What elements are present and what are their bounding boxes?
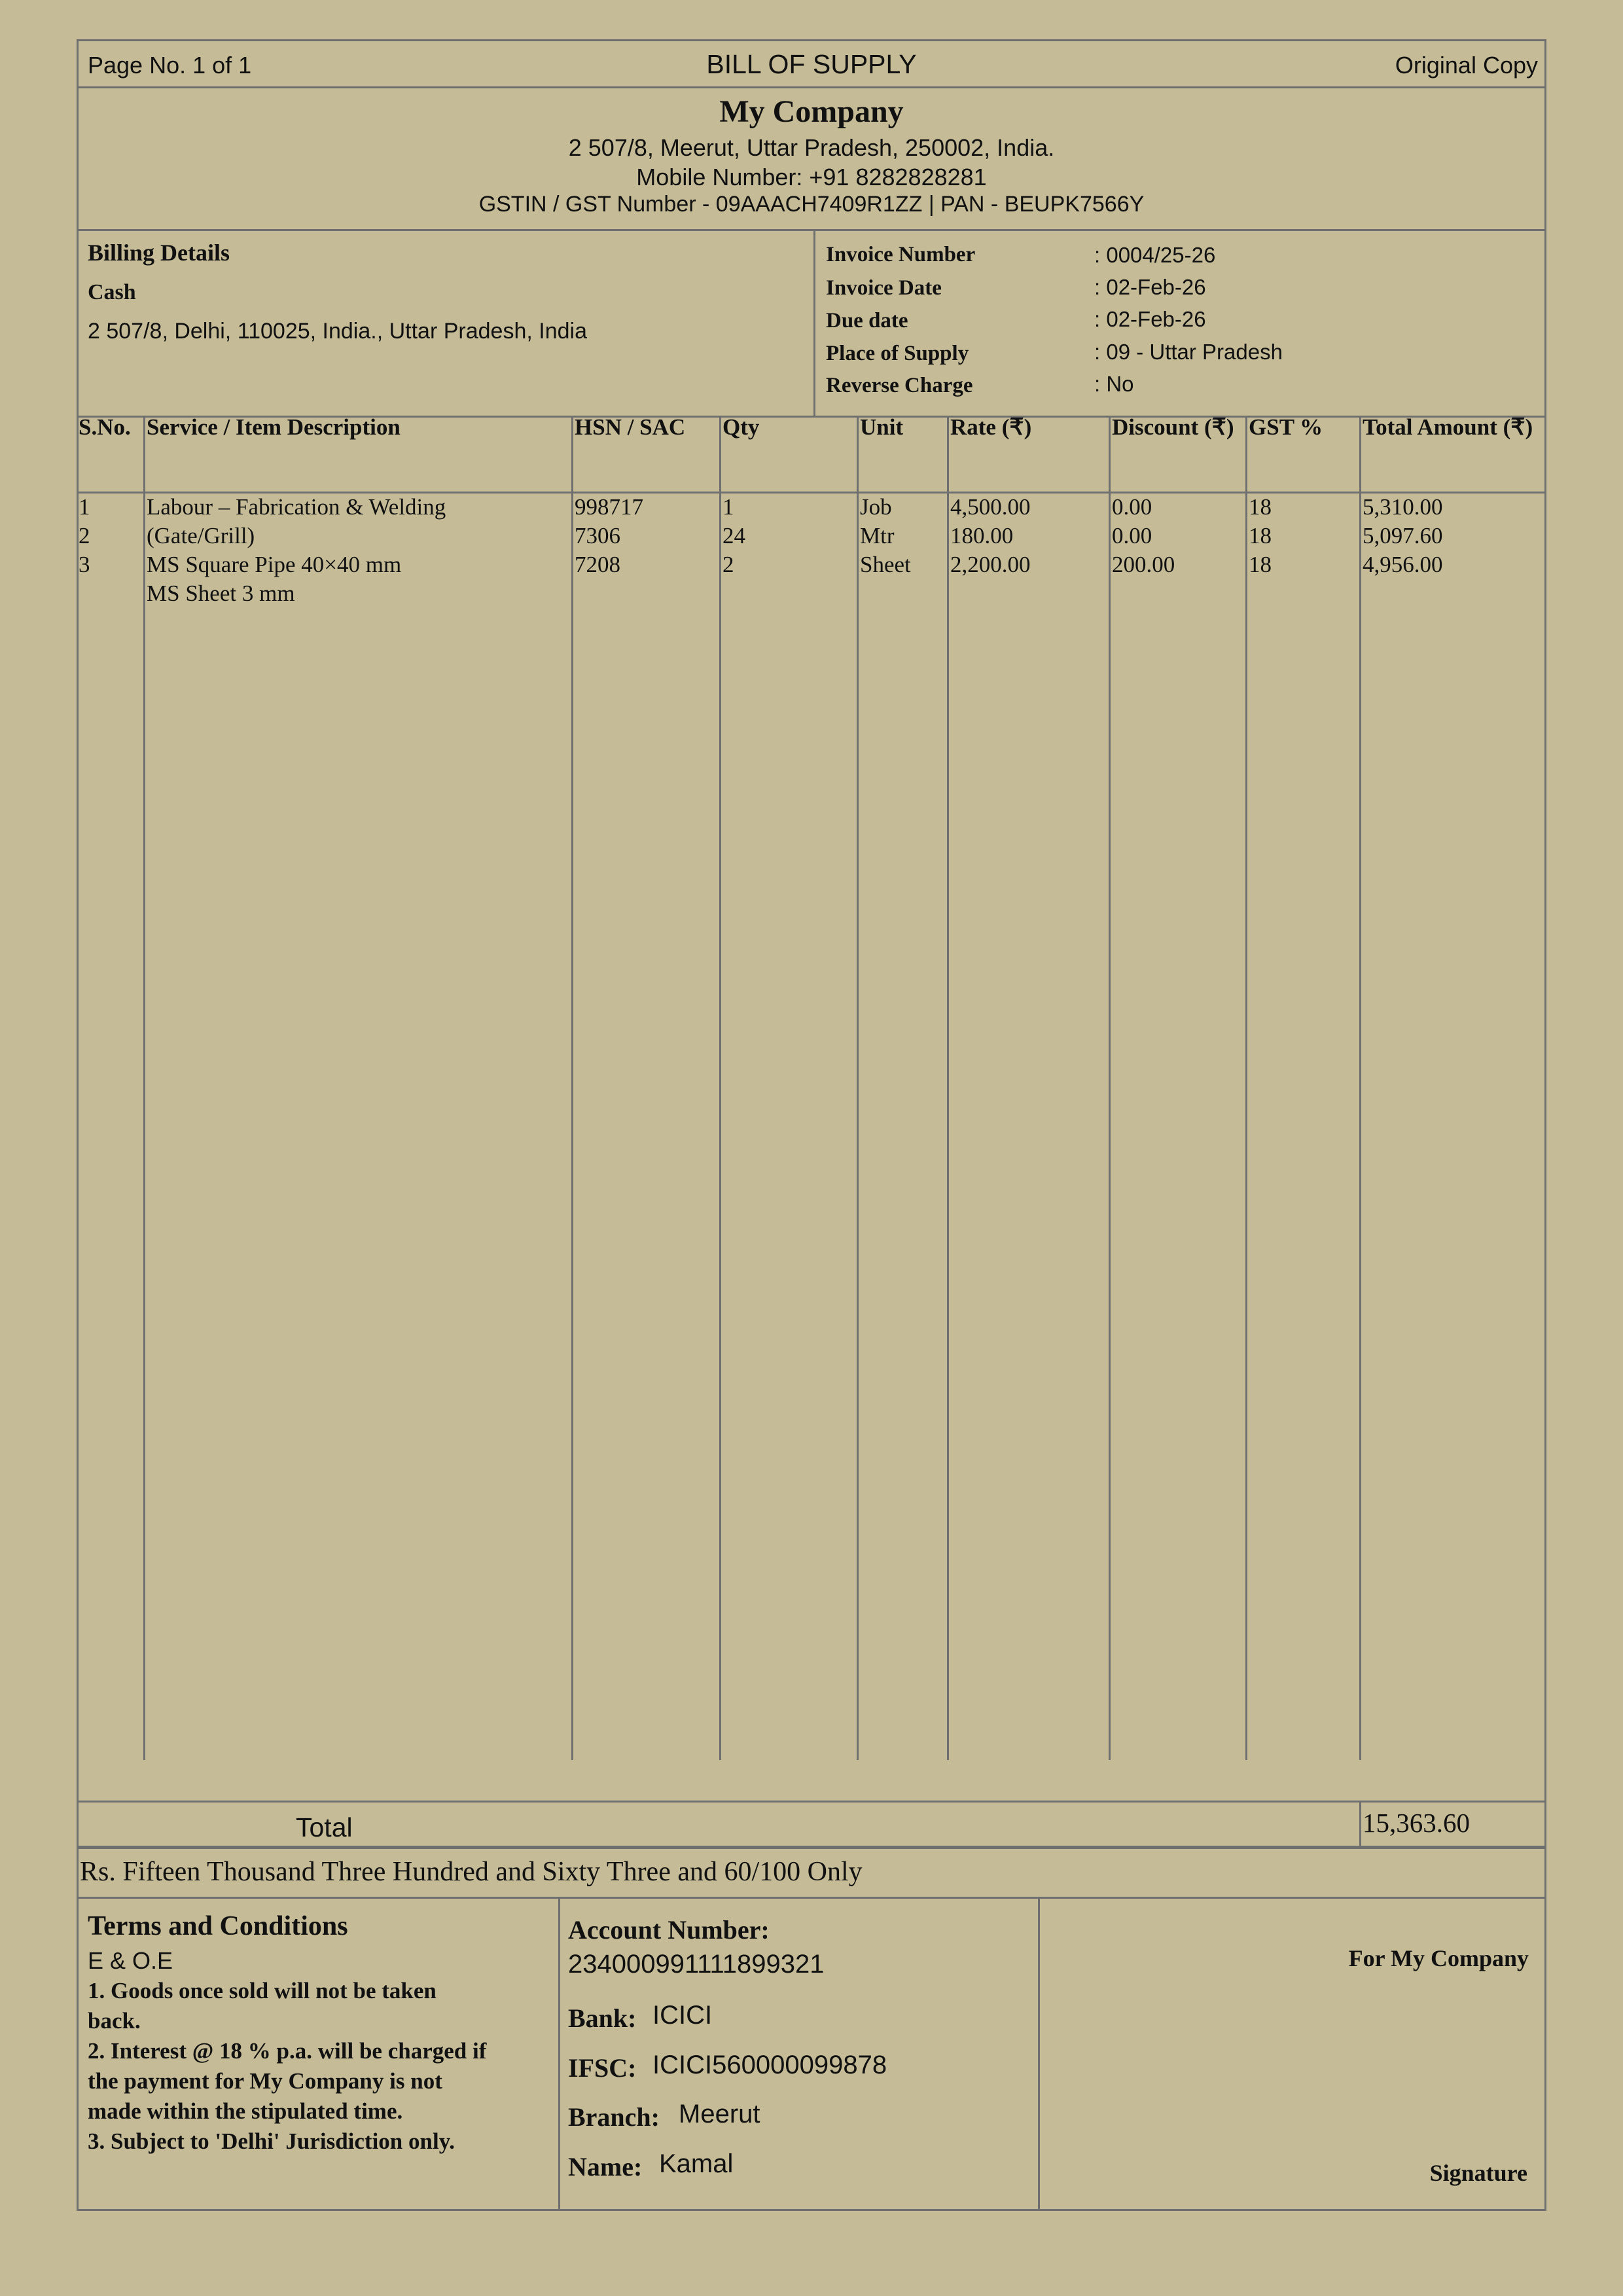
column-header-gst: GST %: [1249, 414, 1323, 440]
terms-line: 1. Goods once sold will not be taken: [88, 1978, 437, 2003]
column-divider: [143, 416, 145, 1760]
column-header-unit: Unit: [860, 414, 904, 440]
divider: [79, 1897, 1544, 1899]
due-date-label: Due date: [826, 309, 908, 332]
bank-label: Bank:: [568, 2003, 637, 2033]
column-header-discount: Discount (₹): [1112, 414, 1234, 440]
column-divider: [857, 416, 859, 1760]
row-total: 4,956.00: [1363, 552, 1443, 577]
row-hsn: 7306: [575, 523, 620, 548]
row-rate: 2,200.00: [950, 552, 1031, 577]
due-date-value: : 02-Feb-26: [1094, 307, 1206, 331]
row-discount: 0.00: [1112, 494, 1152, 520]
divider: [79, 229, 1544, 231]
row-description: MS Sheet 3 mm: [147, 581, 295, 606]
copy-label: Original Copy: [1395, 52, 1538, 79]
column-header-hsn: HSN / SAC: [575, 414, 686, 440]
divider: [79, 1846, 1544, 1849]
invoice-date-value: : 02-Feb-26: [1094, 275, 1206, 299]
branch-value: Meerut: [679, 2100, 760, 2128]
row-gst: 18: [1249, 552, 1272, 577]
row-description: Labour – Fabrication & Welding: [147, 494, 446, 520]
column-header-sno: S.No.: [79, 414, 131, 440]
column-divider: [1359, 416, 1361, 1760]
row-discount: 0.00: [1112, 523, 1152, 548]
column-header-total: Total Amount (₹): [1363, 414, 1533, 440]
divider: [79, 86, 1544, 88]
column-divider: [947, 416, 949, 1760]
ifsc-label: IFSC:: [568, 2053, 637, 2083]
total-amount: 15,363.60: [1363, 1808, 1470, 1838]
company-name: My Company: [719, 94, 904, 129]
row-sno: 2: [79, 523, 90, 548]
divider: [1359, 1801, 1361, 1846]
row-unit: Job: [860, 494, 892, 520]
invoice-number-value: : 0004/25-26: [1094, 243, 1216, 267]
billing-name: Cash: [88, 280, 136, 304]
row-description: (Gate/Grill): [147, 523, 255, 548]
branch-label: Branch:: [568, 2102, 660, 2132]
row-rate: 4,500.00: [950, 494, 1031, 520]
row-total: 5,097.60: [1363, 523, 1443, 548]
company-gst-pan: GSTIN / GST Number - 09AAACH7409R1ZZ | PAN - BEUPK7566Y: [478, 192, 1145, 217]
billing-address: 2 507/8, Delhi, 110025, India., Uttar Pradesh, India: [88, 319, 587, 344]
page-number: Page No. 1 of 1: [88, 52, 252, 79]
terms-line: 3. Subject to 'Delhi' Jurisdiction only.: [88, 2128, 455, 2154]
name-value: Kamal: [659, 2149, 734, 2178]
row-qty: 24: [722, 523, 745, 548]
place-of-supply-value: : 09 - Uttar Pradesh: [1094, 340, 1283, 364]
row-qty: 2: [722, 552, 734, 577]
row-gst: 18: [1249, 523, 1272, 548]
row-sno: 3: [79, 552, 90, 577]
name-label: Name:: [568, 2152, 643, 2181]
row-unit: Mtr: [860, 523, 895, 548]
divider: [558, 1897, 560, 2210]
column-header-qty: Qty: [722, 414, 760, 440]
total-label: Total: [296, 1812, 353, 1842]
terms-heading: Terms and Conditions: [88, 1911, 348, 1941]
terms-line: the payment for My Company is not: [88, 2068, 442, 2094]
company-mobile: Mobile Number: +91 8282828281: [636, 164, 987, 190]
divider: [1038, 1897, 1040, 2210]
row-discount: 200.00: [1112, 552, 1175, 577]
column-divider: [571, 416, 573, 1760]
billing-heading: Billing Details: [88, 240, 230, 266]
row-total: 5,310.00: [1363, 494, 1443, 520]
invoice-date-label: Invoice Date: [826, 276, 942, 300]
terms-line: made within the stipulated time.: [88, 2098, 403, 2124]
reverse-charge-label: Reverse Charge: [826, 374, 973, 397]
row-unit: Sheet: [860, 552, 911, 577]
terms-eoe: E & O.E: [88, 1947, 173, 1974]
terms-line: 2. Interest @ 18 % p.a. will be charged if: [88, 2038, 487, 2064]
amount-in-words: Rs. Fifteen Thousand Three Hundred and Sixty Three and 60/100 Only: [80, 1857, 863, 1887]
column-divider: [1109, 416, 1111, 1760]
account-number-value: 234000991111899321: [568, 1950, 825, 1979]
invoice-sheet: [77, 39, 1546, 2211]
row-gst: 18: [1249, 494, 1272, 520]
column-header-rate: Rate (₹): [950, 414, 1032, 440]
row-qty: 1: [722, 494, 734, 520]
row-rate: 180.00: [950, 523, 1014, 548]
terms-line: back.: [88, 2008, 141, 2034]
row-hsn: 7208: [575, 552, 620, 577]
signature-label: Signature: [1429, 2160, 1527, 2186]
row-sno: 1: [79, 494, 90, 520]
for-company-label: For My Company: [1348, 1945, 1529, 1971]
place-of-supply-label: Place of Supply: [826, 342, 969, 365]
divider: [79, 1801, 1544, 1803]
column-divider: [719, 416, 721, 1760]
row-description: MS Square Pipe 40×40 mm: [147, 552, 402, 577]
bank-value: ICICI: [652, 2001, 713, 2030]
column-header-description: Service / Item Description: [147, 414, 401, 440]
column-divider: [1245, 416, 1247, 1760]
invoice-number-label: Invoice Number: [826, 243, 976, 266]
reverse-charge-value: : No: [1094, 372, 1134, 396]
account-number-label: Account Number:: [568, 1915, 770, 1945]
company-address: 2 507/8, Meerut, Uttar Pradesh, 250002, India.: [568, 134, 1055, 161]
ifsc-value: ICICI560000099878: [652, 2051, 887, 2079]
row-hsn: 998717: [575, 494, 643, 520]
divider: [813, 229, 815, 416]
document-title: BILL OF SUPPLY: [706, 49, 917, 79]
